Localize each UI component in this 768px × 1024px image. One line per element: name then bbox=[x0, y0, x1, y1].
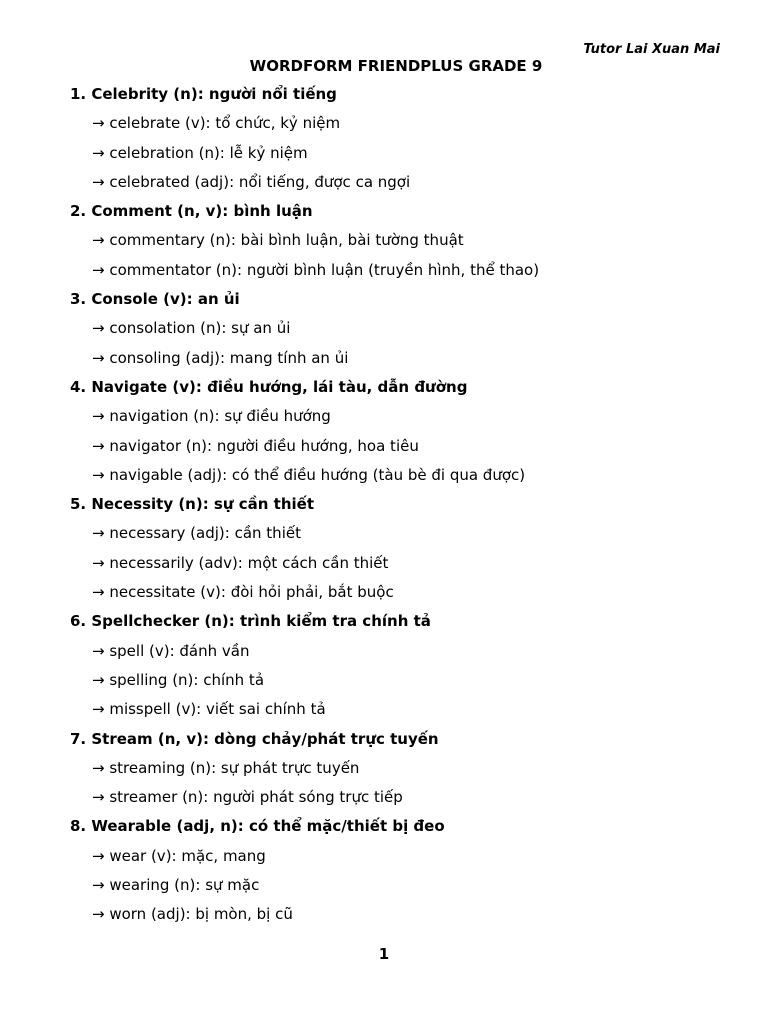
derivative-item: → consolation (n): sự an ủi bbox=[92, 319, 291, 338]
word-entry bbox=[70, 80, 730, 197]
derivative-item: → celebrated (adj): nổi tiếng, được ca ngợi bbox=[92, 172, 411, 191]
word-entry bbox=[70, 373, 730, 490]
derivative-item: → necessitate (v): đòi hỏi phải, bắt buộc bbox=[92, 583, 394, 602]
entry-heading: 8. Wearable (adj, n): có thể mặc/thiết bị đeo bbox=[70, 817, 445, 836]
derivative-item: → consoling (adj): mang tính an ủi bbox=[92, 348, 349, 367]
derivative-item: → spell (v): đánh vần bbox=[92, 641, 250, 660]
derivative-item: → navigation (n): sự điều hướng bbox=[92, 407, 331, 426]
derivative-item: → navigable (adj): có thể điều hướng (tàu bè đi qua được) bbox=[92, 465, 526, 484]
word-entry bbox=[70, 812, 730, 929]
derivative-item: → commentary (n): bài bình luận, bài tường thuật bbox=[92, 231, 464, 250]
derivative-item: → navigator (n): người điều hướng, hoa tiêu bbox=[92, 436, 419, 455]
document-title: WORDFORM FRIENDPLUS GRADE 9 bbox=[249, 57, 543, 75]
derivative-item: → celebrate (v): tổ chức, kỷ niệm bbox=[92, 114, 341, 133]
word-entry bbox=[70, 197, 730, 285]
derivative-item: → wearing (n): sự mặc bbox=[92, 876, 260, 895]
derivative-item: → worn (adj): bị mòn, bị cũ bbox=[92, 905, 293, 924]
derivative-item: → wear (v): mặc, mang bbox=[92, 846, 266, 865]
word-entry bbox=[70, 285, 730, 373]
entry-heading: 3. Console (v): an ủi bbox=[70, 290, 240, 309]
entry-heading: 6. Spellchecker (n): trình kiểm tra chính tả bbox=[70, 612, 431, 631]
word-entry bbox=[70, 490, 730, 607]
derivative-item: → spelling (n): chính tả bbox=[92, 670, 265, 689]
entry-heading: 5. Necessity (n): sự cần thiết bbox=[70, 495, 315, 514]
entry-heading: 2. Comment (n, v): bình luận bbox=[70, 202, 313, 221]
derivative-item: → celebration (n): lễ kỷ niệm bbox=[92, 143, 308, 162]
word-entry bbox=[70, 725, 730, 813]
entry-heading: 4. Navigate (v): điều hướng, lái tàu, dẫn đường bbox=[70, 377, 468, 396]
derivative-item: → streaming (n): sự phát trực tuyến bbox=[92, 758, 360, 777]
wordform-list bbox=[70, 80, 730, 930]
entry-heading: 7. Stream (n, v): dòng chảy/phát trực tuyến bbox=[70, 729, 439, 748]
derivative-item: → necessary (adj): cần thiết bbox=[92, 524, 301, 543]
author-name: Tutor Lai Xuan Mai bbox=[583, 42, 720, 57]
derivative-item: → misspell (v): viết sai chính tả bbox=[92, 700, 326, 719]
word-entry bbox=[70, 607, 730, 724]
derivative-item: → necessarily (adv): một cách cần thiết bbox=[92, 553, 389, 572]
derivative-item: → commentator (n): người bình luận (truyền hình, thể thao) bbox=[92, 260, 540, 279]
derivative-item: → streamer (n): người phát sóng trực tiếp bbox=[92, 788, 403, 807]
page-number: 1 bbox=[378, 945, 390, 963]
entry-heading: 1. Celebrity (n): người nổi tiếng bbox=[70, 85, 337, 103]
